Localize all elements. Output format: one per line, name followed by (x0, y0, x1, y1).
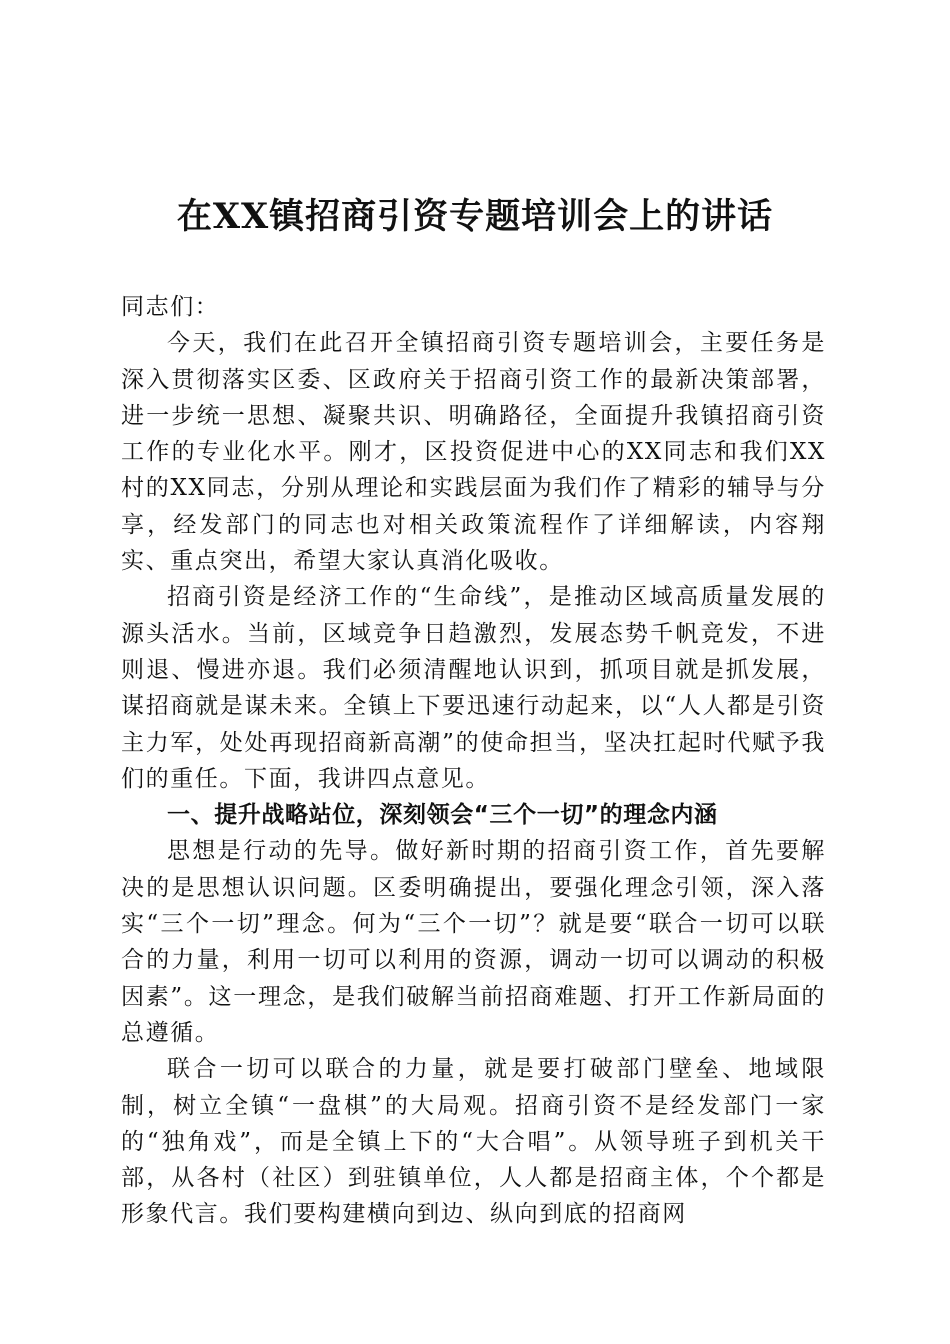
section-heading-1: 一、提升战略站位，深刻领会“三个一切”的理念内涵 (167, 802, 718, 829)
salutation: 同志们： (121, 294, 220, 320)
paragraph-intro: 今天，我们在此召开全镇招商引资专题培训会，主要任务是深入贯彻落实区委、区政府关于招商引资工作的最新决策部署，进一步统一思想、凝聚共识、明确路径，全面提升我镇招商引资工作的专业化水平。刚才，区投资促进中心的XX同志和我们XX村的XX同志，分别从理论和实践层面为我们作了精彩的辅导与分享，经发部门的同志也对相关政策流程作了详细解读，内容翔实、重点突出，希望大家认真消化吸收。 (121, 330, 826, 575)
paragraph-context: 招商引资是经济工作的“生命线”，是推动区域高质量发展的源头活水。当前，区域竞争日趋激烈，发展态势千帆竞发，不进则退、慢进亦退。我们必须清醒地认识到，抓项目就是抓发展，谋招商就是谋未来。全镇上下要迅速行动起来，以“人人都是引资主力军，处处再现招商新高潮”的使命担当，坚决扛起时代赋予我们的重任。下面，我讲四点意见。 (121, 584, 826, 792)
section-paragraph-1: 思想是行动的先导。做好新时期的招商引资工作，首先要解决的是思想认识问题。区委明确提出，要强化理念引领，深入落实“三个一切”理念。何为“三个一切”？就是要“联合一切可以联合的力量，利用一切可以利用的资源，调动一切可以调动的积极因素”。这一理念，是我们破解当前招商难题、打开工作新局面的总遵循。 (121, 838, 826, 1046)
document-title: 在XX镇招商引资专题培训会上的讲话 (176, 196, 774, 237)
document-body (121, 289, 826, 1233)
section-paragraph-2: 联合一切可以联合的力量，就是要打破部门壁垒、地域限制，树立全镇“一盘棋”的大局观。招商引资不是经发部门一家的“独角戏”，而是全镇上下的“大合唱”。从领导班子到机关干部，从各村（社区）到驻镇单位，人人都是招商主体，个个都是形象代言。我们要构建横向到边、纵向到底的招商网 (121, 1056, 826, 1228)
